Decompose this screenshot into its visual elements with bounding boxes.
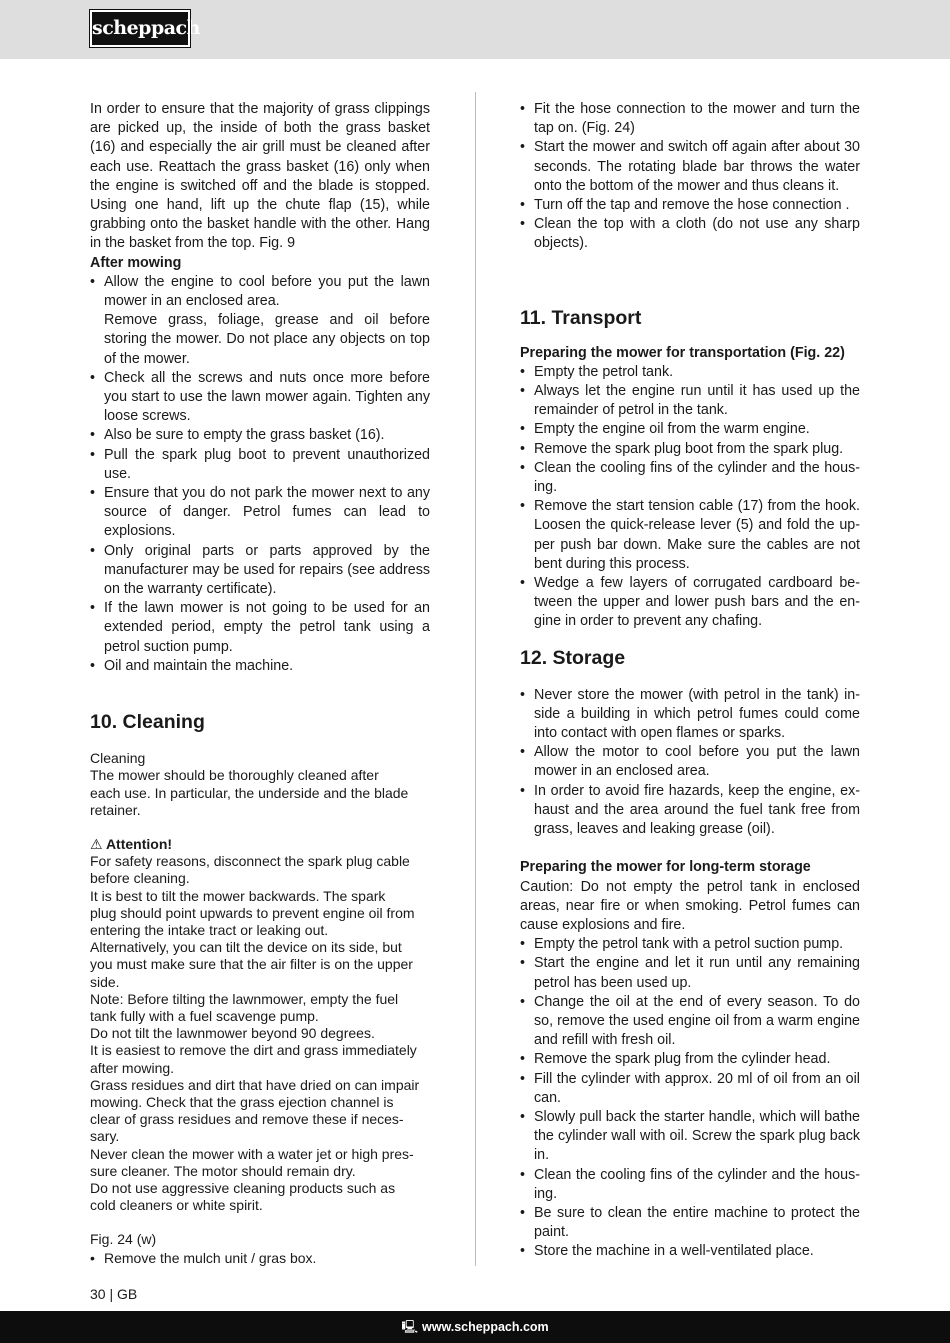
list-item: • Store the machine in a well-ventilated place. <box>520 1242 860 1261</box>
longterm-list <box>520 935 860 1261</box>
list-item: • Clean the cooling fins of the cylinder and the hous-ing. <box>520 459 860 497</box>
footer-bar <box>0 1311 950 1343</box>
text-line: mowing. Check that the grass ejection channel is <box>90 1093 394 1110</box>
list-item: • Empty the petrol tank with a petrol suction pump. <box>520 935 860 954</box>
text-line: retainer. <box>90 801 141 818</box>
list-item: • Remove the spark plug boot from the spark plug. <box>520 440 860 459</box>
left-column <box>90 100 430 1267</box>
text-line: Cleaning <box>90 750 146 767</box>
intro-paragraph: In order to ensure that the majority of grass clippings are picked up, the inside of both the grass basket (16) and especially the air grill must be cleaned after each use. Reattach the grass basket (16) only when the engine is switched off and the blade is stopped. Using one hand, lift up the chute flap (15), while grabbing onto the basket handle with the other. Hang in the basket from the top. Fig. 9 <box>90 101 430 252</box>
storage-list <box>520 686 860 840</box>
list-item: • Turn off the tap and remove the hose connection . <box>520 196 860 215</box>
list-item: • Fit the hose connection to the mower and turn the tap on. (Fig. 24) <box>520 100 860 138</box>
list-item: • Also be sure to empty the grass basket (16). <box>90 426 430 445</box>
website-link[interactable]: www.scheppach.com <box>422 1320 549 1334</box>
transport-list <box>520 363 860 632</box>
text-line: Alternatively, you can tilt the device on its side, but <box>90 939 402 956</box>
list-item-extra: Remove grass, foliage, grease and oil before storing the mower. Do not place any objects on top of the mower. <box>104 312 430 367</box>
list-item: • Ensure that you do not park the mower next to any source of danger. Petrol fumes can lead to explosions. <box>90 484 430 542</box>
text-line: It is easiest to remove the dirt and grass immediately <box>90 1042 417 1059</box>
list-item: • Clean the cooling fins of the cylinder and the hous-ing. <box>520 1166 860 1204</box>
transport-subheading: Preparing the mower for transportation (Fig. 22) <box>520 344 845 361</box>
after-mowing-heading: After mowing <box>90 254 182 271</box>
storage-heading: 12. Storage <box>520 646 626 669</box>
list-item: • Change the oil at the end of every season. To do so, remove the used engine oil from a warm engine and refill with fresh oil. <box>520 993 860 1051</box>
transport-heading: 11. Transport <box>520 306 642 329</box>
list-item: • Remove the mulch unit / gras box. <box>90 1249 430 1267</box>
cleaning-heading: 10. Cleaning <box>90 711 205 734</box>
monitor-icon: 🖳 <box>401 1320 419 1334</box>
text-line: sure cleaner. The motor should remain dry. <box>90 1162 356 1179</box>
fig-line: Fig. 24 (w) <box>90 1231 157 1248</box>
list-item: • Allow the engine to cool before you put the lawn mower in an enclosed area. Remove grass, foliage, grease and oil before storing the mower. Do not place any objects on top of the mower. <box>90 273 430 369</box>
list-item: • Never store the mower (with petrol in the tank) in-side a building in which petrol fumes could come into contact with open flames or sparks. <box>520 686 860 744</box>
cleaning-text <box>90 750 430 1248</box>
text-line: after mowing. <box>90 1059 175 1076</box>
list-item: • In order to avoid fire hazards, keep the engine, ex-haust and the area around the fuel tank free from grass, leaves and leaking grease (oil). <box>520 782 860 840</box>
list-item: • Be sure to clean the entire machine to protect the paint. <box>520 1204 860 1242</box>
text-line: Grass residues and dirt that have dried on can impair <box>90 1076 420 1093</box>
text-line: Never clean the mower with a water jet or high pres- <box>90 1145 414 1162</box>
text-line: For safety reasons, disconnect the spark plug cable <box>90 853 410 870</box>
column-divider <box>475 92 476 1266</box>
list-item: • Oil and maintain the machine. <box>90 657 430 676</box>
list-item: • If the lawn mower is not going to be used for an extended period, empty the petrol tank using a petrol suction pump. <box>90 599 430 657</box>
attention-heading: ⚠ Attention! <box>90 835 173 852</box>
list-item: • Wedge a few layers of corrugated cardboard be-tween the upper and lower push bars and the en-gine in order to prevent any chafing. <box>520 574 860 632</box>
after-mowing-list <box>90 273 430 676</box>
right-column <box>520 100 860 1262</box>
longterm-subheading: Preparing the mower for long-term storage <box>520 859 811 876</box>
list-item: • Empty the petrol tank. <box>520 363 860 382</box>
list-item: • Start the mower and switch off again after about 30 seconds. The rotating blade bar throws the water onto the bottom of the mower and thus cleans it. <box>520 138 860 196</box>
fig-list <box>90 1249 430 1267</box>
list-item: • Empty the engine oil from the warm engine. <box>520 420 860 439</box>
text-line: cold cleaners or white spirit. <box>90 1197 263 1214</box>
text-line: clear of grass residues and remove these if neces- <box>90 1111 404 1128</box>
text-line: sary. <box>90 1128 120 1145</box>
page-header <box>0 0 950 59</box>
text-line: Do not tilt the lawnmower beyond 90 degrees. <box>90 1025 375 1042</box>
list-item: • Always let the engine run until it has used up the remainder of petrol in the tank. <box>520 382 860 420</box>
text-line: tank fully with a fuel scavenge pump. <box>90 1007 319 1024</box>
text-line: side. <box>90 973 120 990</box>
page-number: 30 | GB <box>90 1286 138 1302</box>
list-item: • Only original parts or parts approved by the manufacturer may be used for repairs (see address on the warranty certificate). <box>90 542 430 600</box>
text-line: Do not use aggressive cleaning products such as <box>90 1179 396 1196</box>
text-line: plug should point upwards to prevent engine oil from <box>90 904 415 921</box>
list-item: • Pull the spark plug boot to prevent unauthorized use. <box>90 446 430 484</box>
text-line: It is best to tilt the mower backwards. The spark <box>90 887 386 904</box>
longterm-caution: Caution: Do not empty the petrol tank in enclosed areas, near fire or when smoking. Petrol fumes can cause explosions and fire. <box>520 878 860 933</box>
list-item: • Slowly pull back the starter handle, which will bathe the cylinder wall with oil. Screw the spark plug back in. <box>520 1108 860 1166</box>
list-item: • Clean the top with a cloth (do not use any sharp objects). <box>520 215 860 253</box>
warning-icon: ⚠ <box>90 835 103 852</box>
text-line: before cleaning. <box>90 870 190 887</box>
text-line: The mower should be thoroughly cleaned after <box>90 767 379 784</box>
text-line: Note: Before tilting the lawnmower, empty the fuel <box>90 990 399 1007</box>
list-item: • Start the engine and let it run until any remaining petrol has been used up. <box>520 954 860 992</box>
list-item: • Allow the motor to cool before you put the lawn mower in an enclosed area. <box>520 743 860 781</box>
text-line: entering the intake tract or leaking out. <box>90 921 329 938</box>
list-item: • Fill the cylinder with approx. 20 ml of oil from an oil can. <box>520 1070 860 1108</box>
text-line: you must make sure that the air filter is on the upper <box>90 956 413 973</box>
scheppach-logo: scheppach <box>90 10 190 47</box>
text-line: each use. In particular, the underside and the blade <box>90 784 409 801</box>
list-item: • Remove the start tension cable (17) from the hook. Loosen the quick-release lever (5) and fold the up-per push bar down. Make sure the cables are not bent during this process. <box>520 497 860 574</box>
list-item: • Check all the screws and nuts once more before you start to use the lawn mower again. Tighten any loose screws. <box>90 369 430 427</box>
list-item: • Remove the spark plug from the cylinder head. <box>520 1050 860 1069</box>
cleaning-steps-list <box>520 100 860 254</box>
